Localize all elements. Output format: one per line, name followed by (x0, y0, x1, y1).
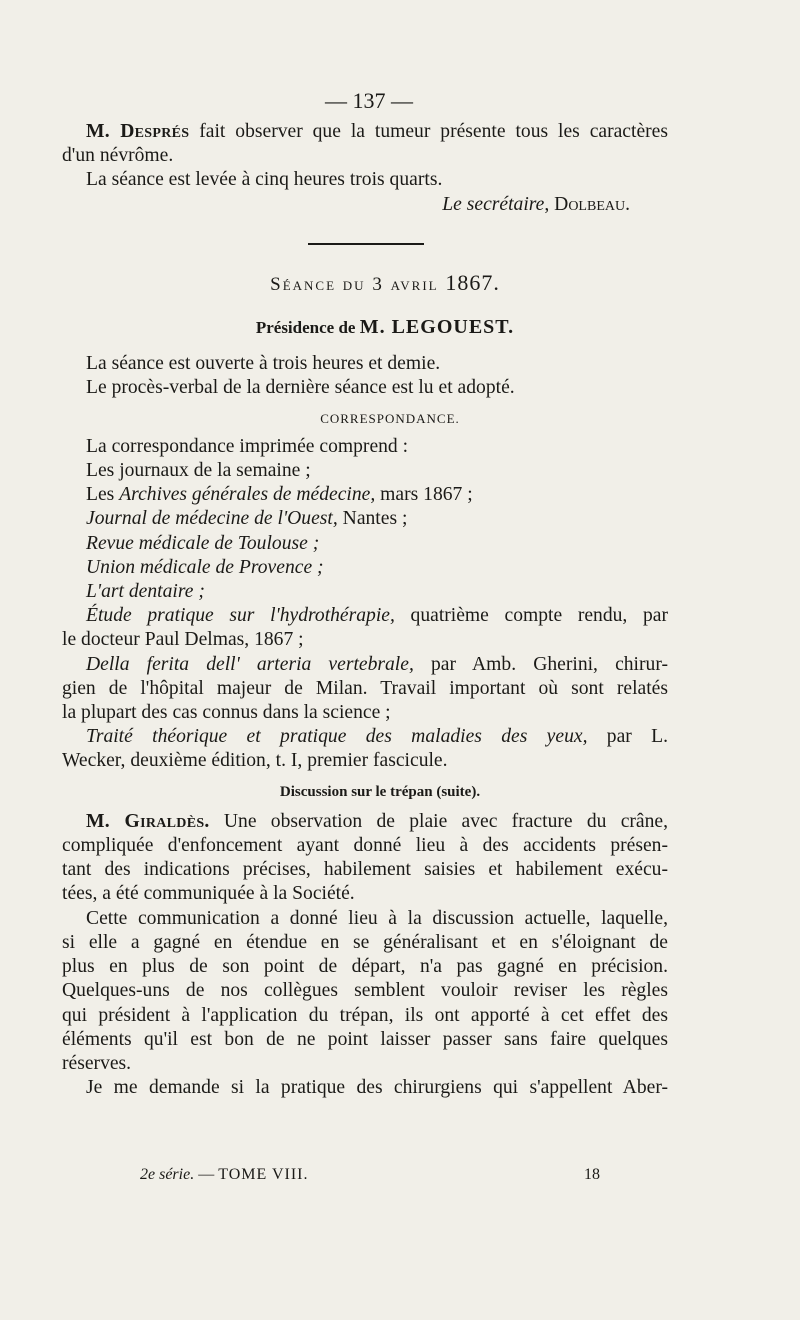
page-body (62, 120, 668, 1100)
giraldes-line-1: M. Giraldès. Une observation de plaie avec fracture du crâne, (86, 810, 669, 832)
list-item: Della ferita dell' arteria vertebrale, par Amb. Gherini, chirur- (86, 653, 668, 675)
list-item: Étude pratique sur l'hydrothérapie, quatrième compte rendu, par (86, 605, 668, 627)
list-item: Traité théorique et pratique des maladies des yeux, par L. (86, 726, 668, 748)
discussion-heading: Discussion sur le trépan (suite). (279, 783, 481, 800)
paragraph-line: éléments qu'il est bon de ne point laisser passer sans faire quelques (62, 1028, 668, 1050)
paragraph-line: Je me demande si la pratique des chirurgiens qui s'appellent Aber- (86, 1077, 668, 1099)
list-item: Les journaux de la semaine ; (86, 460, 311, 482)
footer-signature: 18 (584, 1166, 600, 1183)
paragraph-line: Cette communication a donné lieu à la discussion actuelle, laquelle, (86, 907, 668, 929)
secretary-signature: Le secrétaire, Dolbeau. (442, 193, 630, 215)
presidency-heading: Présidence de M. LEGOUEST. (255, 316, 515, 339)
paragraph-line: qui président à l'application du trépan, ils ont apporté à cet effet des (62, 1004, 668, 1026)
list-item: Revue médicale de Toulouse ; (86, 532, 320, 554)
list-item: Les Archives générales de médecine, mars 1867 ; (86, 484, 473, 506)
giraldes-line: tées, a été communiquée à la Société. (62, 883, 355, 905)
paragraph-line: si elle a gagné en étendue en se généralisant et en s'éloignant de (62, 931, 668, 953)
giraldes-line: compliquée d'enfoncement ayant donné lieu à des accidents présen- (62, 835, 668, 857)
paragraph-line: Quelques-uns de nos collègues semblent vouloir reviser les règles (62, 980, 668, 1002)
list-item: Union médicale de Provence ; (86, 556, 324, 578)
list-item: L'art dentaire ; (86, 581, 205, 603)
paragraph-line: réserves. (62, 1052, 132, 1074)
section-divider (308, 243, 424, 245)
session-heading: Séance du 3 avril 1867. (270, 269, 500, 295)
list-item-cont: la plupart des cas connus dans la science ; (62, 702, 391, 724)
speaker-giraldes: M. Giraldès. (86, 810, 210, 832)
footer-series: 2e série. — TOME VIII. (140, 1166, 309, 1183)
closing-line: La séance est levée à cinq heures trois quarts. (86, 169, 443, 191)
correspondance-intro: La correspondance imprimée comprend : (86, 435, 409, 457)
despres-line-1: M. Després fait observer que la tumeur présente tous les caractères (86, 121, 668, 142)
correspondance-heading: CORRESPONDANCE. (320, 410, 460, 426)
despres-line-2: d'un névrôme. (62, 145, 174, 167)
list-item-cont: le docteur Paul Delmas, 1867 ; (62, 629, 304, 651)
speaker-despres: M. Després (86, 121, 190, 142)
page-number: — 137 — (325, 88, 413, 113)
list-item: Journal de médecine de l'Ouest, Nantes ; (86, 508, 408, 530)
list-item-cont: gien de l'hôpital majeur de Milan. Travail important où sont relatés (62, 677, 668, 699)
opening-line-1: La séance est ouverte à trois heures et demie. (86, 353, 441, 375)
list-item-cont: Wecker, deuxième édition, t. I, premier fascicule. (62, 750, 448, 772)
giraldes-line: tant des indications précises, habilement saisies et habilement exécu- (62, 859, 668, 881)
opening-line-2: Le procès-verbal de la dernière séance est lu et adopté. (86, 377, 515, 399)
paragraph-line: plus en plus de son point de départ, n'a pas gagné en précision. (62, 956, 668, 978)
